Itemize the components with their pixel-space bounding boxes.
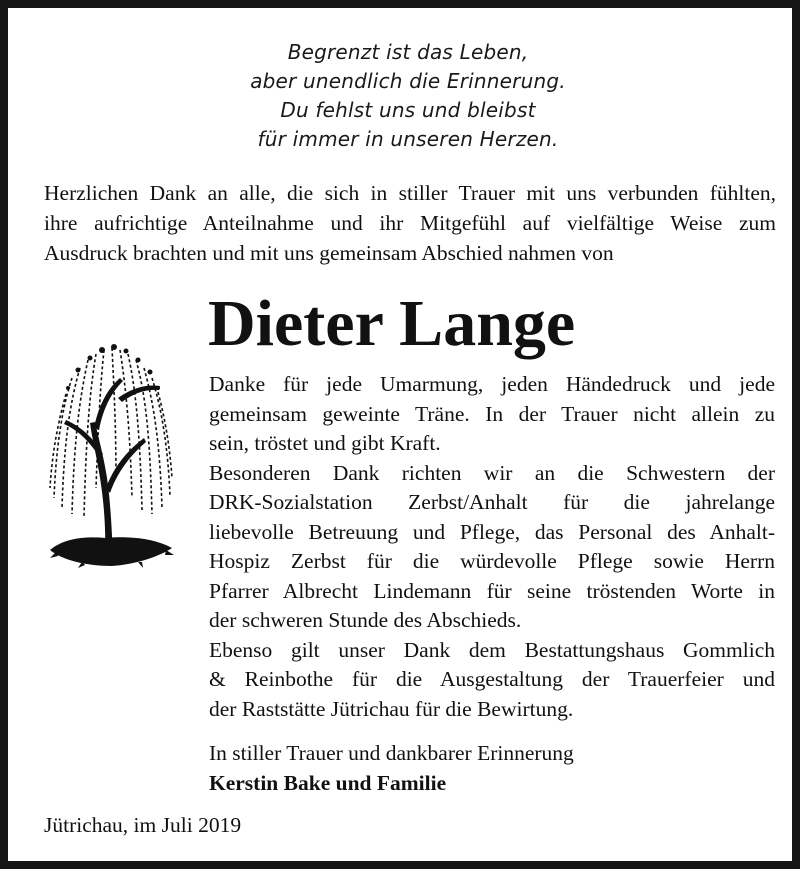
closing [209, 738, 574, 798]
thanks-body [209, 370, 775, 724]
weeping-willow-icon [42, 338, 178, 574]
place-date: Jütrichau, im Juli 2019 [44, 813, 242, 837]
intro-line: Herzlichen Dank an alle, die sich in stiller Trauer mit uns verbunden fühlten, [44, 181, 776, 205]
intro-line: Ausdruck brachten und mit uns gemeinsam Abschied nahmen von [44, 241, 614, 265]
poem-line: Du fehlst uns und bleibst [280, 98, 536, 122]
poem-line: für immer in unseren Herzen. [257, 127, 559, 151]
body-line: sein, tröstet und gibt Kraft. [209, 431, 441, 455]
body-line: DRK-Sozialstation Zerbst/Anhalt für die jahrelange [209, 490, 775, 514]
closing-line: In stiller Trauer und dankbarer Erinnerung [209, 741, 574, 765]
poem-line: aber unendlich die Erinnerung. [250, 69, 566, 93]
poem-line: Begrenzt ist das Leben, [287, 40, 529, 64]
thanks-intro [44, 178, 776, 268]
poem [198, 38, 618, 154]
deceased-name: Dieter Lange [208, 287, 576, 360]
body-line: der Raststätte Jütrichau für die Bewirtung. [209, 696, 574, 721]
body-line: Ebenso gilt unser Dank dem Bestattungshaus Gommlich [209, 637, 775, 662]
body-line: Besonderen Dank richten wir an die Schwestern der [209, 460, 775, 485]
body-line: liebevolle Betreuung und Pflege, das Personal des Anhalt- [209, 519, 775, 544]
signature: Kerstin Bake und Familie [209, 771, 447, 795]
body-line: der schweren Stunde des Abschieds. [209, 608, 522, 632]
body-line: Hospiz Zerbst für die würdevolle Pflege sowie Herrn [209, 549, 775, 573]
body-line: & Reinbothe für die Ausgestaltung der Trauerfeier und [209, 667, 775, 691]
intro-line: ihre aufrichtige Anteilnahme und ihr Mitgefühl auf vielfältige Weise zum [44, 211, 776, 235]
body-line: gemeinsam geweinte Träne. In der Trauer nicht allein zu [209, 401, 775, 426]
body-line: Pfarrer Albrecht Lindemann für seine tröstenden Worte in [209, 578, 775, 603]
body-line: Danke für jede Umarmung, jeden Händedruck und jede [209, 372, 775, 396]
